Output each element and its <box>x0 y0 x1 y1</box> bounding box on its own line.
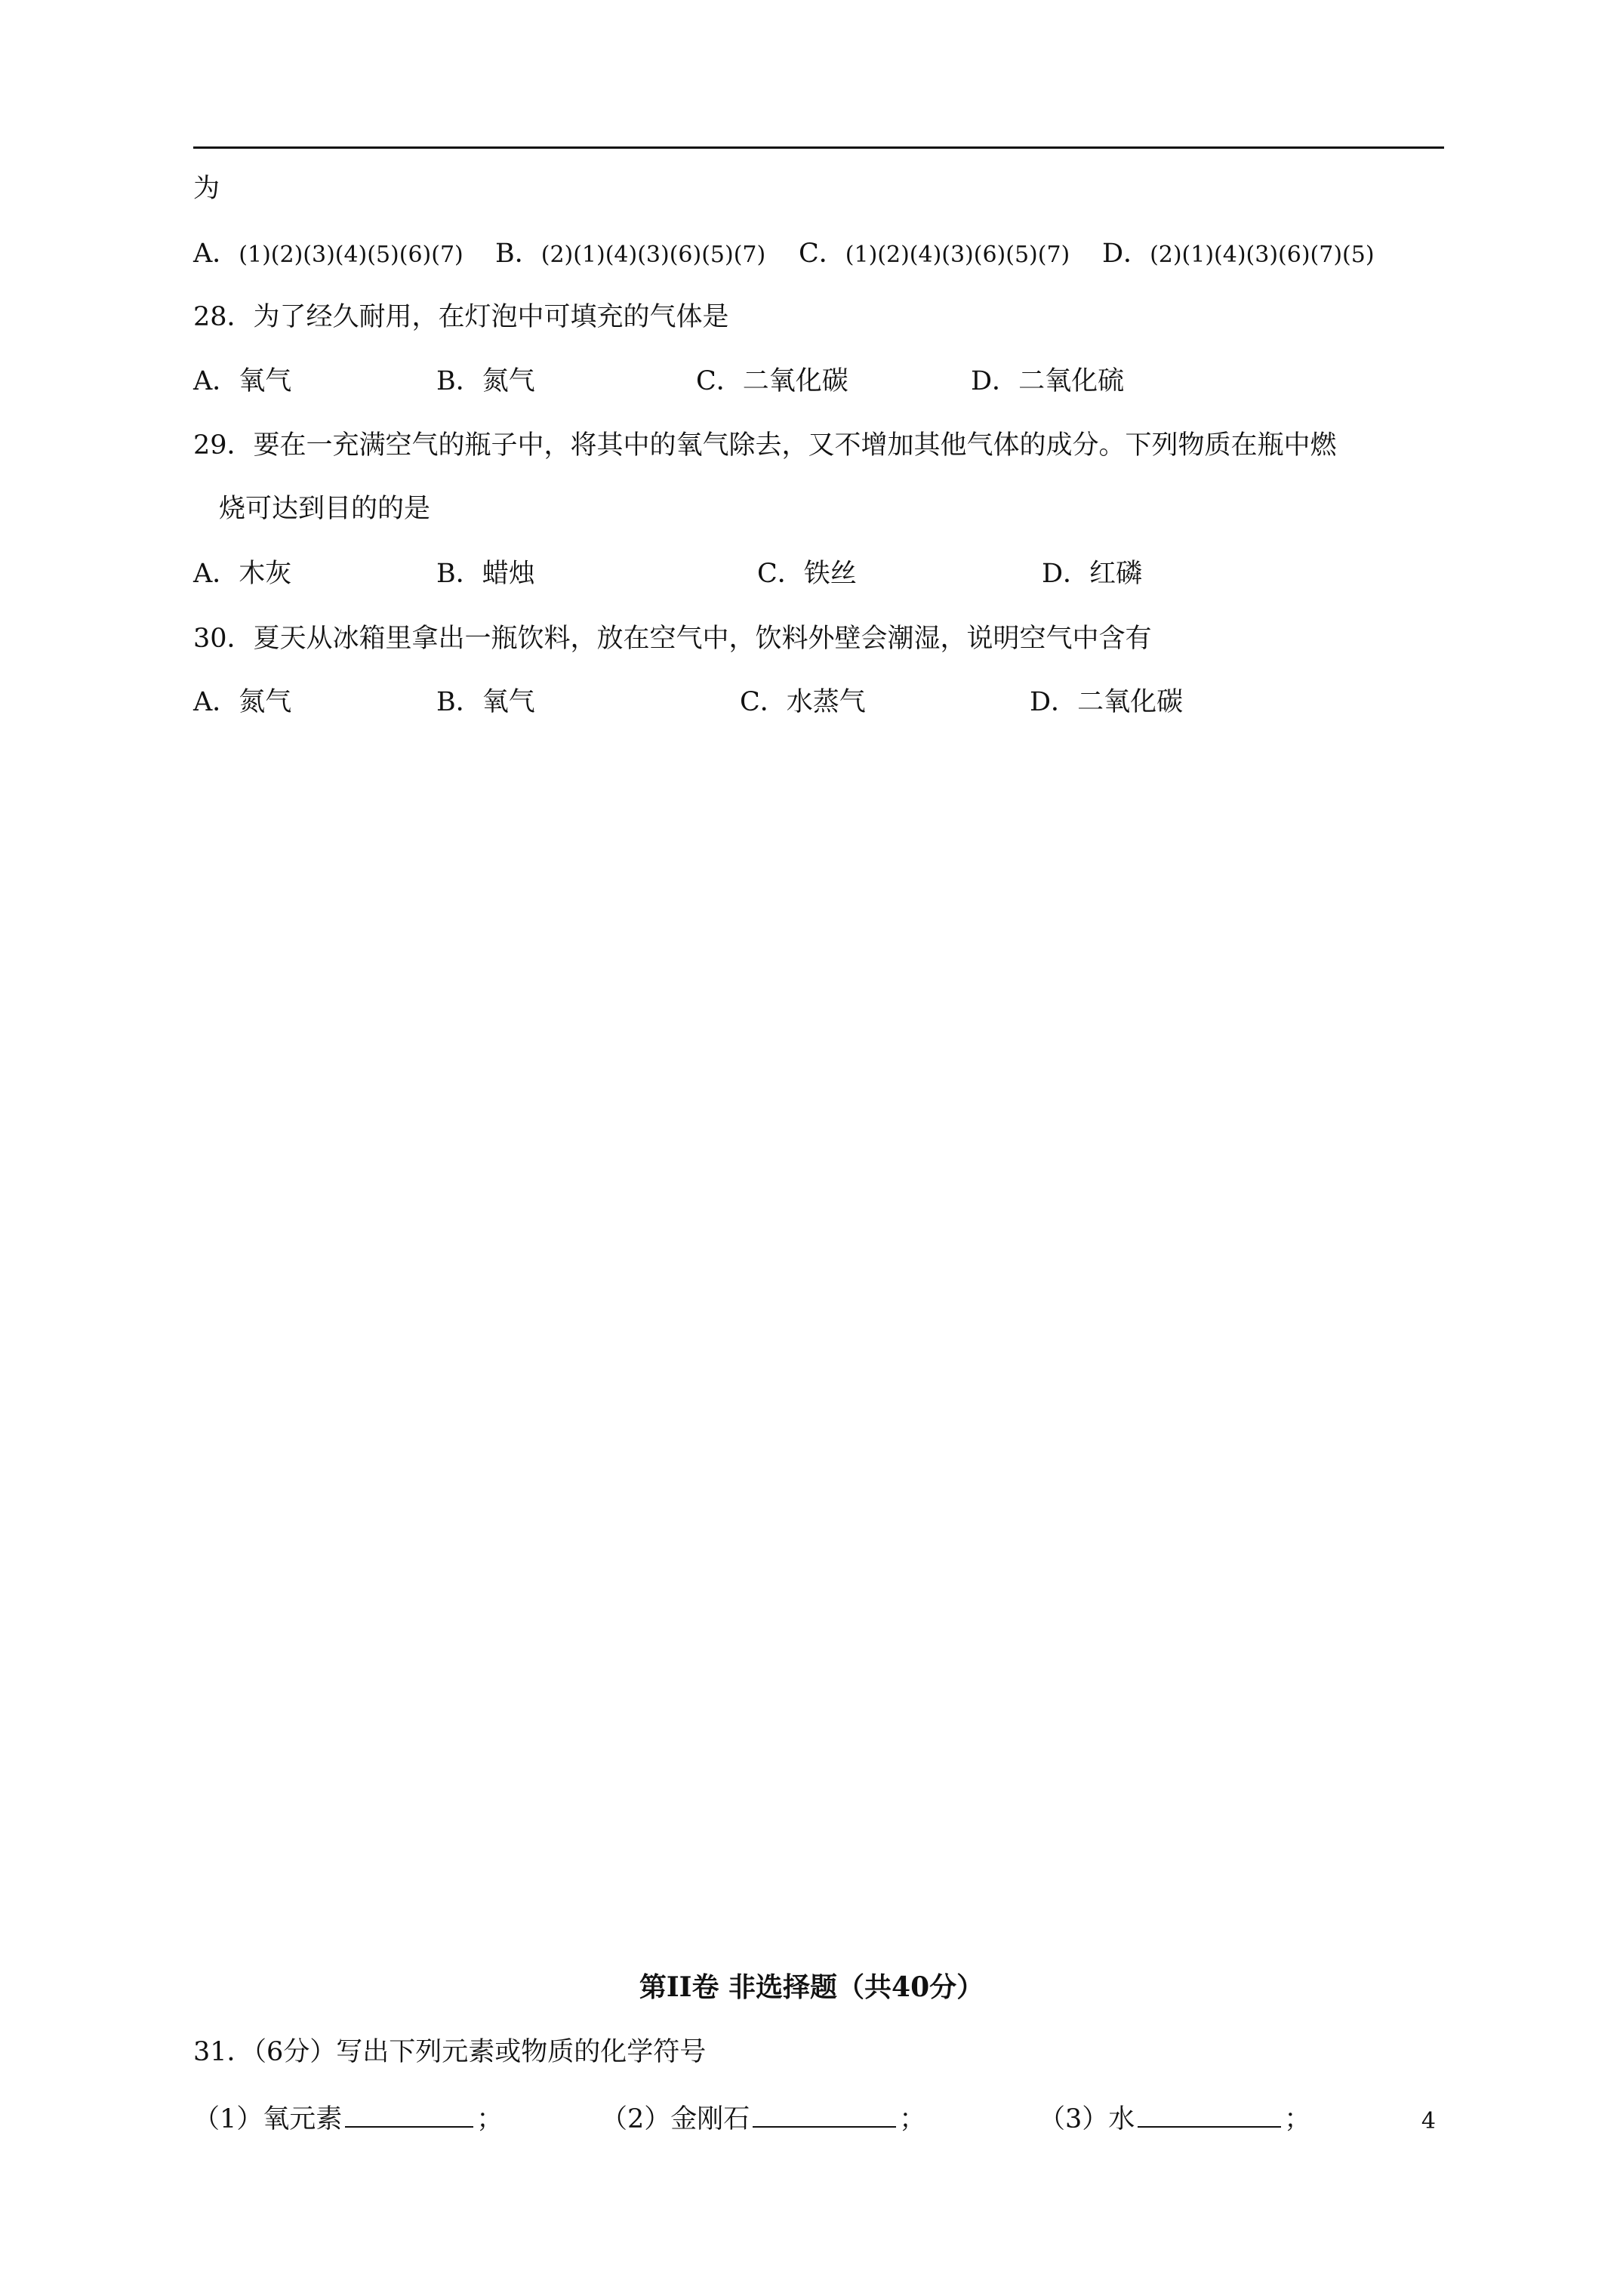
answer-blank[interactable] <box>753 2100 896 2128</box>
question-30-stem: 30．夏天从冰箱里拿出一瓶饮料，放在空气中，饮料外壁会潮湿，说明空气中含有 <box>193 624 1152 654</box>
option-d: D．二氧化硫 <box>971 366 1125 396</box>
question-28-stem: 28．为了经久耐用，在灯泡中可填充的气体是 <box>193 302 729 332</box>
option-a: A．(1)(2)(3)(4)(5)(6)(7) <box>193 239 463 269</box>
answer-blank[interactable] <box>1138 2100 1281 2128</box>
option-c: C．铁丝 <box>757 559 857 589</box>
q31-item-3: （3）水 ； <box>1039 2100 1310 2136</box>
section-title: 第II卷 非选择题（共40分） <box>639 1971 984 2003</box>
q31-item-1: （1）氧元素 ； <box>193 2100 503 2136</box>
option-a: A．木灰 <box>193 559 292 589</box>
option-b: B．氧气 <box>436 687 535 717</box>
option-d: D．二氧化碳 <box>1030 687 1184 717</box>
option-a: A．氮气 <box>193 687 292 717</box>
option-b: B．氮气 <box>436 366 535 396</box>
option-d: D．(2)(1)(4)(3)(6)(7)(5) <box>1102 239 1375 269</box>
q31-item-2: （2）金刚石 ； <box>601 2100 925 2136</box>
header-rule <box>193 146 1444 149</box>
option-a: A．氧气 <box>193 366 292 396</box>
question-29-stem-cont: 烧可达到目的的是 <box>219 494 431 524</box>
page-number: 4 <box>1421 2108 1436 2134</box>
option-b: B．蜡烛 <box>436 559 535 589</box>
question-27-stem-tail: 为 <box>193 174 220 204</box>
option-c: C．(1)(2)(4)(3)(6)(5)(7) <box>799 239 1070 269</box>
question-31-stem: 31．（6分）写出下列元素或物质的化学符号 <box>193 2037 707 2067</box>
option-c: C．水蒸气 <box>740 687 866 717</box>
option-c: C．二氧化碳 <box>696 366 848 396</box>
option-b: B．(2)(1)(4)(3)(6)(5)(7) <box>495 239 766 269</box>
option-d: D．红磷 <box>1042 559 1143 589</box>
question-29-stem: 29．要在一充满空气的瓶子中，将其中的氧气除去，又不增加其他气体的成分。下列物质在瓶中燃 <box>193 430 1337 461</box>
answer-blank[interactable] <box>345 2100 473 2128</box>
